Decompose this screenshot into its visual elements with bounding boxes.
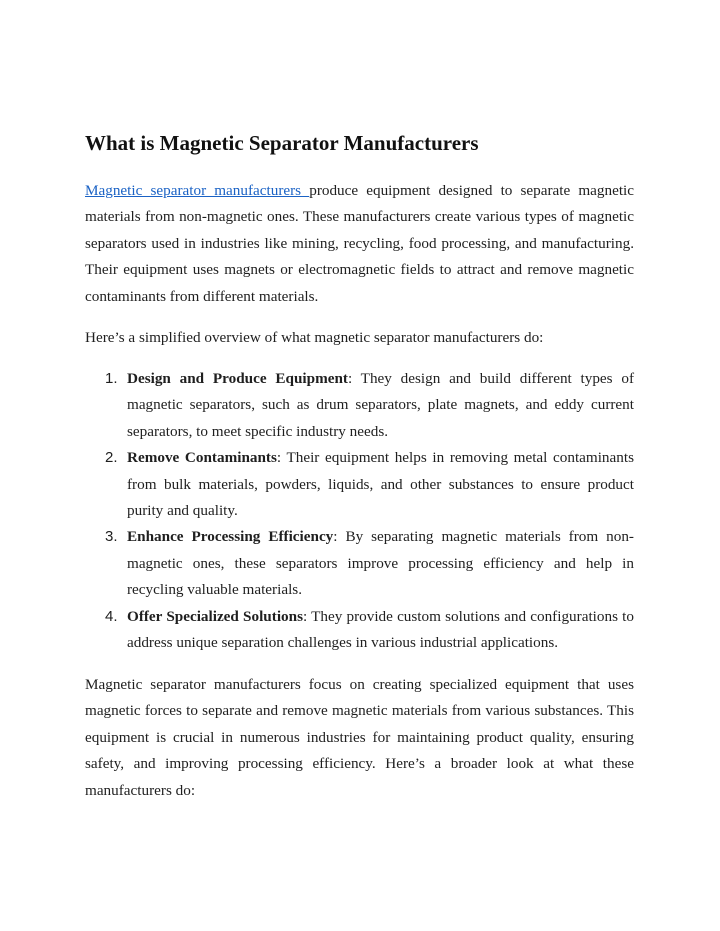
list-item [85, 366, 634, 445]
list-item-term: Design and Produce Equipment [127, 370, 348, 387]
list-number: 3. [105, 528, 118, 546]
list-item-text: : They design and build different types of magnetic separators, such as drum separators, plate magnets, and eddy current separators, to meet specific industry needs. [127, 370, 634, 440]
list-item [85, 604, 634, 657]
manufacturers-link[interactable]: Magnetic separator manufacturers [85, 182, 310, 199]
list-number: 2. [105, 449, 118, 467]
list-number: 4. [105, 607, 118, 625]
list-item [85, 445, 634, 524]
intro-paragraph [85, 178, 634, 310]
list-item-term: Remove Contaminants [127, 449, 277, 467]
closing-paragraph: Magnetic separator manufacturers focus on creating specialized equipment that uses magnetic forces to separate and remove magnetic materials from various substances. This equipment is crucial in numerous industries for maintaining product quality, ensuring safety, and improving processing efficiency. Here’s a broader look at what these manufacturers do: [85, 676, 634, 799]
overview-lead-paragraph: Here’s a simplified overview of what magnetic separator manufacturers do: [85, 329, 544, 346]
list-number: 1. [105, 370, 118, 387]
list-item-text: : By separating magnetic materials from non-magnetic ones, these separators improve processing efficiency and help in recycling valuable materials. [127, 528, 634, 599]
steps-list [85, 366, 634, 656]
list-item [85, 524, 634, 603]
list-item-text: : They provide custom solutions and configurations to address unique separation challenges in various industrial applications. [127, 607, 634, 652]
list-item-term: Offer Specialized Solutions [127, 607, 303, 625]
list-item-text: : Their equipment helps in removing metal contaminants from bulk materials, powders, liquids, and other substances to ensure product purity and quality. [127, 449, 634, 520]
list-item-term: Enhance Processing Efficiency [127, 528, 334, 546]
intro-text: produce equipment designed to separate magnetic materials from non-magnetic ones. These manufacturers create various types of magnetic separators used in industries like mining, recycling, food processing, and manufacturing. Their equipment uses magnets or electromagnetic fields to attract and remove magnetic contaminants from different materials. [85, 182, 635, 305]
page-title: What is Magnetic Separator Manufacturers [85, 131, 479, 155]
